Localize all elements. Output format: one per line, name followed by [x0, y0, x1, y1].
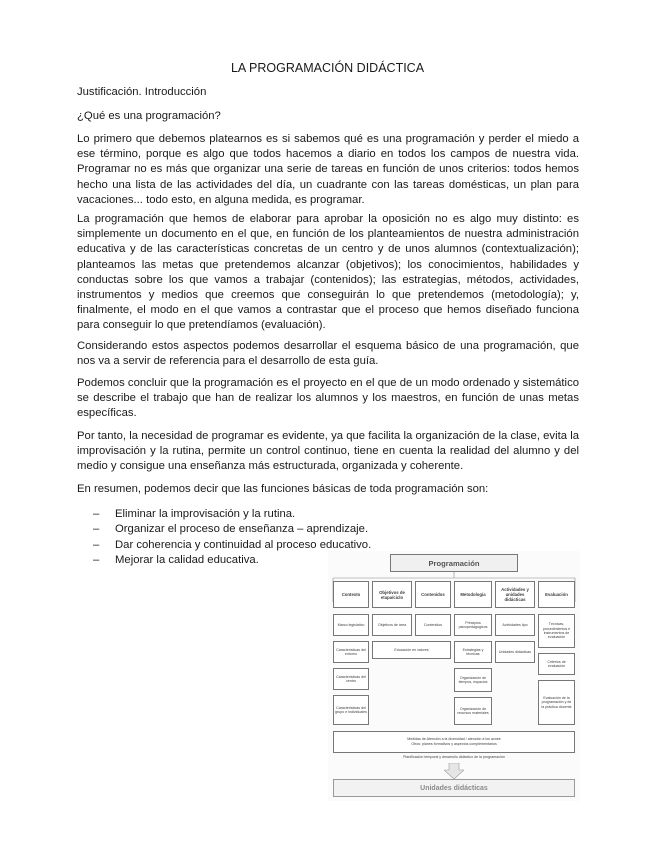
contexto-grupo: Características del grupo e individuales: [333, 695, 369, 725]
down-arrow-icon: [444, 763, 464, 779]
paragraph-1: Lo primero que debemos platearnos es si sabemos qué es una programación y perder el miedo a ese término, porque es algo que todos hacemos a diario en todos los campos de nuestra vida. Programar no es más que organizar una serie de tareas en función de unos criterios: todos hemos hecho una lista de las actividades del día, un cuadrante con las tareas domésticas, un plan para vacaciones... todo esto, en alguna medida, es programar.: [77, 133, 579, 206]
contexto-marco: Marco legislativo: [333, 614, 369, 636]
diversity-text-1: Medidas de Atención a la diversidad / atención a los acnee: [407, 737, 501, 742]
header-contenidos: Contenidos: [415, 581, 451, 608]
section-heading: Justificación. Introducción: [77, 86, 207, 98]
unidades-didacticas-cell: Unidades didácticas: [495, 641, 535, 663]
metodologia-principios: Principios psicopedagógicos: [454, 614, 492, 636]
planning-text: Planificación temporal y desarrollo didáctico de la programación: [403, 755, 505, 759]
programacion-diagram: [328, 551, 580, 801]
contexto-centro: Características del centro: [333, 668, 369, 690]
diagram-title: Programación: [390, 554, 518, 572]
evaluacion-criterios: Criterios de evaluación: [538, 653, 575, 675]
metodologia-recursos: Organización de recursos materiales: [454, 697, 492, 725]
diversity-text-2: Otros: planes formativos y aspectos complementarios: [411, 742, 497, 746]
metodologia-estrategias: Estrategias y técnicas: [454, 641, 492, 663]
educacion-valores: Educación en valores: [372, 641, 451, 659]
actividades-tipo: Actividades tipo: [495, 614, 535, 636]
list-item: – Eliminar la improvisación y la rutina.: [93, 507, 371, 522]
header-evaluacion: Evaluación: [538, 581, 575, 608]
list-item: – Organizar el proceso de enseñanza – aprendizaje.: [93, 522, 371, 537]
header-contexto: Contexto: [333, 581, 369, 608]
paragraph-5: Por tanto, la necesidad de programar es evidente, ya que facilita la organización de la clase, evita la improvisación y la rutina, permite un control continuo, tiene en cuenta la realidad del alumno y del medio y consigue una enseñanza más estructurada, organizada y coherente.: [77, 430, 579, 473]
paragraph-6: En resumen, podemos decir que las funciones básicas de toda programación son:: [77, 483, 489, 495]
metodologia-tiempos: Organización de tiempos, espacios: [454, 668, 492, 692]
list-item: – Mejorar la calidad educativa.: [93, 553, 371, 568]
paragraph-4: Podemos concluir que la programación es el proyecto en el que de un modo ordenado y sistemático se describe el trabajo que han de realizar los alumnos y los maestros, en función de unas metas específicas.: [77, 377, 579, 420]
evaluacion-tecnicas: Técnicas, procedimientos e instrumentos de evaluación: [538, 614, 575, 648]
evaluacion-programacion: Evaluación de la programación y de la práctica docente: [538, 680, 575, 725]
list-item: – Dar coherencia y continuidad al proceso educativo.: [93, 538, 371, 553]
unidades-didacticas-bottom: Unidades didácticas: [333, 779, 575, 797]
contenidos-cell: Contenidos: [415, 614, 451, 636]
header-actividades: Actividades y unidades didácticas: [495, 581, 535, 608]
header-metodologia: Metodología: [454, 581, 492, 608]
header-objetivos: Objetivos de etapa/ciclo: [372, 581, 412, 608]
diversity-bar: [333, 731, 575, 753]
paragraph-2: La programación que hemos de elaborar para aprobar la oposición no es algo muy distinto: es simplemente un documento en el que, en función de los planteamientos de nuestra administración educativa y de las características concretas de un centro y de unos alumnos (contextualización); planteamos las metas que pretendemos alcanzar (objetivos); los conocimientos, habilidades y conductas sobre los que vamos a trabajar (contenidos); las estrategias, métodos, actividades, instrumentos y medios que creemos que conseguirán lo que pretendemos (metodología); y, finalmente, el modo en el que vamos a contrastar que el proceso que hemos diseñado funciona para conseguir lo que pretendíamos (evaluación).: [77, 213, 579, 332]
question-heading: ¿Qué es una programación?: [77, 110, 221, 122]
paragraph-3: Considerando estos aspectos podemos desarrollar el esquema básico de una programación, que nos va a servir de referencia para el desarrollo de esta guía.: [77, 340, 579, 368]
document-title: LA PROGRAMACIÓN DIDÁCTICA: [230, 61, 425, 75]
contexto-entorno: Características del entorno: [333, 641, 369, 663]
objetivos-area: Objetivos de área: [372, 614, 412, 636]
